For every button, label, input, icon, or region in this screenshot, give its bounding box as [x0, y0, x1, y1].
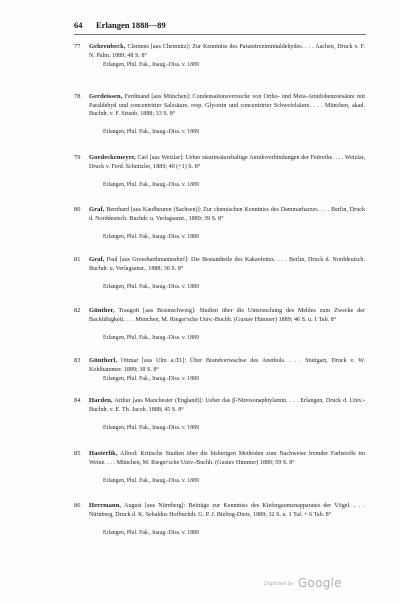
entry-text: [89, 154, 365, 171]
entry-text: [89, 206, 365, 223]
dissertation-note: Erlangen, Phil. Fak., Inaug.-Diss. v. 1889: [103, 129, 199, 135]
author-name: Gehrenbeck,: [89, 43, 126, 50]
author-name: Graf,: [89, 206, 105, 213]
page-number: 64: [74, 20, 83, 30]
entry-number: 83: [74, 357, 81, 364]
entry-number: 86: [74, 502, 81, 509]
dissertation-note: Erlangen, Phil. Fak., Inaug.-Diss. v. 1889: [103, 182, 199, 188]
entry-title: Carl [aus Wetzlar]: Ueber stearinsäurehaltige Amidoverbindungen der Fettreihe. . . . Wetzlar, Druck v. Ferd. Schnitzler, 1889; 40 (+1) S. 8°: [89, 155, 365, 170]
author-name: Herrmann,: [89, 502, 122, 509]
entry-text: [89, 307, 365, 324]
dissertation-note: Erlangen, Phil. Fak., Inaug.-Diss. v. 1889: [103, 335, 199, 341]
dissertation-note: Erlangen, Phil. Fak., Inaug.-Diss. v. 1889: [103, 284, 199, 290]
entry-title: Clemens [aus Chemnitz]: Zur Kenntniss des Paranitrozimmtaldehydes. . . . Aachen, Druck v. F. N. Palm. 1889; 48 S. 8°: [89, 44, 365, 59]
entry-title: Alfred: Kritische Studien über die bisherigen Methoden zum Nachweise fremder Farbstoffe im Weine. . . . München, M. Rieger'sche Univ.-Buchh. (Gustav Himmer) 1889; 59 S. 8°: [89, 451, 365, 466]
entry-title: Ottmar [aus Ulm a./D.]: Über Brandverwachse des Anethols. . . . Stuttgart, Druck v. W. Kohlhammer. 1889; 38 S. 8°: [89, 358, 365, 373]
author-name: Gerdeissen,: [89, 93, 123, 100]
entry-number: 84: [74, 397, 81, 404]
entry-title: Bernhard [aus Kaufbeuren (Sachsen)]: Zur chemischen Kenntniss des Dammarharzes. . . . Berlin, Druck d. Norddeutsch. Buchdr. u. Verlagsanst., 1889; 39 S. 8°: [89, 207, 365, 222]
digitized-by-text: Digitized by: [264, 581, 294, 587]
entry-title: Traugott [aus Braunschweig]: Studien über die Untersuchung des Mehles zum Zwecke der Backfähigkeit. . . . München, M. Rieger'sche Univ.-Buchh. (Gustav Himmer) 1889; 46 S. u. 1 Tab. 8°: [89, 308, 365, 323]
entry-title: Arthur [aus Manchester (England)]: Ueber das β-Nitrosonaphtylamin. . . . Erlangen, Druck d. Univ.-Buchdr. v. E. Th. Jacob. 1888; 45 S. 8°: [89, 398, 366, 413]
dissertation-note: Erlangen, Phil. Fak., Inaug.-Diss. v. 1889: [103, 478, 199, 484]
entry-text: [89, 93, 365, 119]
entry-title: Paul [aus Grossharthmannsdorf]: Die Bestandteile des Kakaofettes. . . . Berlin, Druck d. Norddeutsch. Buchdr. u. Verlagsanst., 1888; 30 S. 8°: [89, 257, 365, 272]
entry-number: 77: [74, 43, 81, 50]
entry-text: [89, 397, 365, 414]
dissertation-note: Erlangen, Phil. Fak., Inaug.-Diss. v. 1889: [103, 530, 199, 536]
dissertation-note: Erlangen, Phil. Fak., Inaug.-Diss. v. 1889: [103, 234, 199, 240]
entry-number: 85: [74, 450, 81, 457]
entry-text: [89, 357, 365, 374]
author-name: Graf,: [89, 256, 105, 263]
header-rule: [74, 34, 366, 35]
entry-number: 78: [74, 93, 81, 100]
author-name: Goedeckemeyer,: [89, 154, 136, 161]
author-name: Günther,: [89, 307, 115, 314]
entry-text: [89, 502, 365, 519]
entry-text: [89, 450, 365, 467]
author-name: Güntherl,: [89, 357, 118, 364]
entry-number: 81: [74, 256, 81, 263]
google-logo: Google: [297, 576, 342, 590]
entry-number: 82: [74, 307, 81, 314]
dissertation-note: Erlangen, Phil. Fak., Inaug.-Diss. v. 1889: [103, 62, 199, 68]
dissertation-note: Erlangen, Phil. Fak., Inaug.-Diss. v. 1889: [103, 376, 199, 382]
entry-title: Ferdinand [aus München]: Condensationsversuche von Ortho- und Meta-Amidobenzoësäure mit Paraldehyd und concentrirter Salzsäure, resp. Glycerin und concentrirter Schwefelsäure. . . . München, akad. Buchdr. v. F. Straub, 1888; 33 S. 8°: [89, 94, 365, 118]
entry-title: August [aus Nürnberg]: Beiträge zur Kenntniss des Kiefergaumenapparates der Vögel. . . . Nürnberg, Druck d. K. Sebaldus Hofbuchdr. G. P. J. Bieling-Dietz, 1889; 32 S. u. 1 Taf. + 6 Tab. 8°: [89, 503, 365, 518]
entry-text: [89, 43, 365, 60]
author-name: Hasterlik,: [89, 450, 118, 457]
entry-number: 80: [74, 206, 81, 213]
google-watermark: [264, 572, 342, 591]
entry-text: [89, 256, 365, 273]
dissertation-note: Erlangen, Phil. Fak., Inaug.-Diss. v. 1889: [103, 425, 199, 431]
entry-number: 79: [74, 154, 81, 161]
page-header: [74, 20, 366, 32]
author-name: Harden,: [89, 397, 113, 404]
running-title: Erlangen 1888—89: [96, 20, 166, 30]
